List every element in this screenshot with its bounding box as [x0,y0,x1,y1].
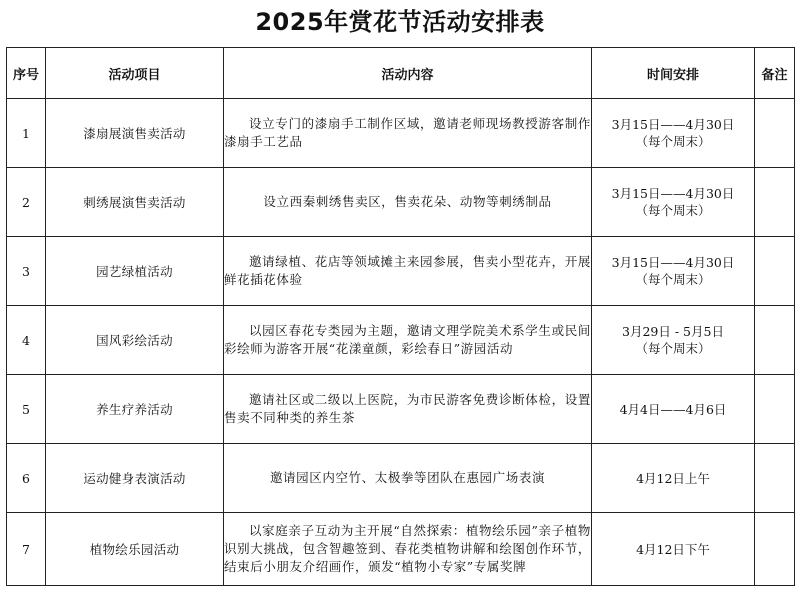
cell-note [755,237,795,306]
cell-note [755,444,795,513]
content-text: 邀请绿植、花店等领域摊主来园参展，售卖小型花卉，开展鲜花插花体验 [224,254,591,287]
cell-no: 6 [7,444,46,513]
cell-content [224,168,592,237]
time-note: （每个周末） [635,203,711,218]
content-text: 以园区春花专类园为主题，邀请文理学院美术系学生或民间彩绘师为游客开展“花漾童颜，彩绘春日”游园活动 [224,323,591,356]
schedule-table [6,47,795,586]
cell-content [224,444,592,513]
cell-content [224,513,592,586]
time-note: （每个周末） [635,272,711,287]
content-text: 邀请园区内空竹、太极拳等团队在惠园广场表演 [269,470,546,485]
cell-time [592,375,755,444]
cell-content [224,375,592,444]
time-range: 4月12日下午 [636,541,710,557]
cell-item: 养生疗养活动 [46,375,224,444]
cell-note [755,375,795,444]
time-range: 3月29日 - 5月5日 [622,324,724,339]
table-row [7,375,795,444]
header-content: 活动内容 [224,48,592,99]
cell-item: 漆扇展演售卖活动 [46,99,224,168]
time-range: 3月15日——4月30日 [611,255,735,270]
time-note: （每个周末） [635,134,711,149]
cell-content [224,99,592,168]
cell-item: 运动健身表演活动 [46,444,224,513]
cell-item: 国风彩绘活动 [46,306,224,375]
cell-no: 7 [7,513,46,586]
cell-item: 刺绣展演售卖活动 [46,168,224,237]
time-range: 3月15日——4月30日 [611,117,735,132]
cell-no: 1 [7,99,46,168]
table-header-row [7,48,795,99]
table-row [7,513,795,586]
table-row [7,237,795,306]
cell-no: 4 [7,306,46,375]
table-row [7,444,795,513]
content-text: 以家庭亲子互动为主开展“自然探索：植物绘乐园”亲子植物识别大挑战，包含智趣签到、春花类植物讲解和绘图创作环节，结束后小朋友介绍画作，颁发“植物小专家”专属奖牌 [224,523,591,574]
time-range: 3月15日——4月30日 [611,186,735,201]
cell-no: 5 [7,375,46,444]
table-row [7,168,795,237]
time-range: 4月12日上午 [636,470,710,486]
cell-note [755,513,795,586]
header-item: 活动项目 [46,48,224,99]
header-time: 时间安排 [592,48,755,99]
content-text: 设立西秦刺绣售卖区，售卖花朵、动物等刺绣制品 [263,194,552,209]
content-text: 邀请社区或二级以上医院，为市民游客免费诊断体检，设置售卖不同种类的养生茶 [224,392,591,425]
cell-note [755,306,795,375]
cell-item: 园艺绿植活动 [46,237,224,306]
cell-time [592,99,755,168]
cell-content [224,306,592,375]
cell-note [755,168,795,237]
time-note: （每个周末） [635,341,711,356]
cell-time [592,306,755,375]
cell-no: 2 [7,168,46,237]
cell-note [755,99,795,168]
header-no: 序号 [7,48,46,99]
cell-time [592,444,755,513]
cell-no: 3 [7,237,46,306]
table-row [7,99,795,168]
cell-time [592,237,755,306]
cell-content [224,237,592,306]
cell-time [592,168,755,237]
cell-time [592,513,755,586]
table-row [7,306,795,375]
cell-item: 植物绘乐园活动 [46,513,224,586]
content-text: 设立专门的漆扇手工制作区域，邀请老师现场教授游客制作漆扇手工艺品 [224,116,591,149]
time-range: 4月4日——4月6日 [619,401,727,417]
page-title: 2025年赏花节活动安排表 [255,8,545,36]
header-note: 备注 [755,48,795,99]
